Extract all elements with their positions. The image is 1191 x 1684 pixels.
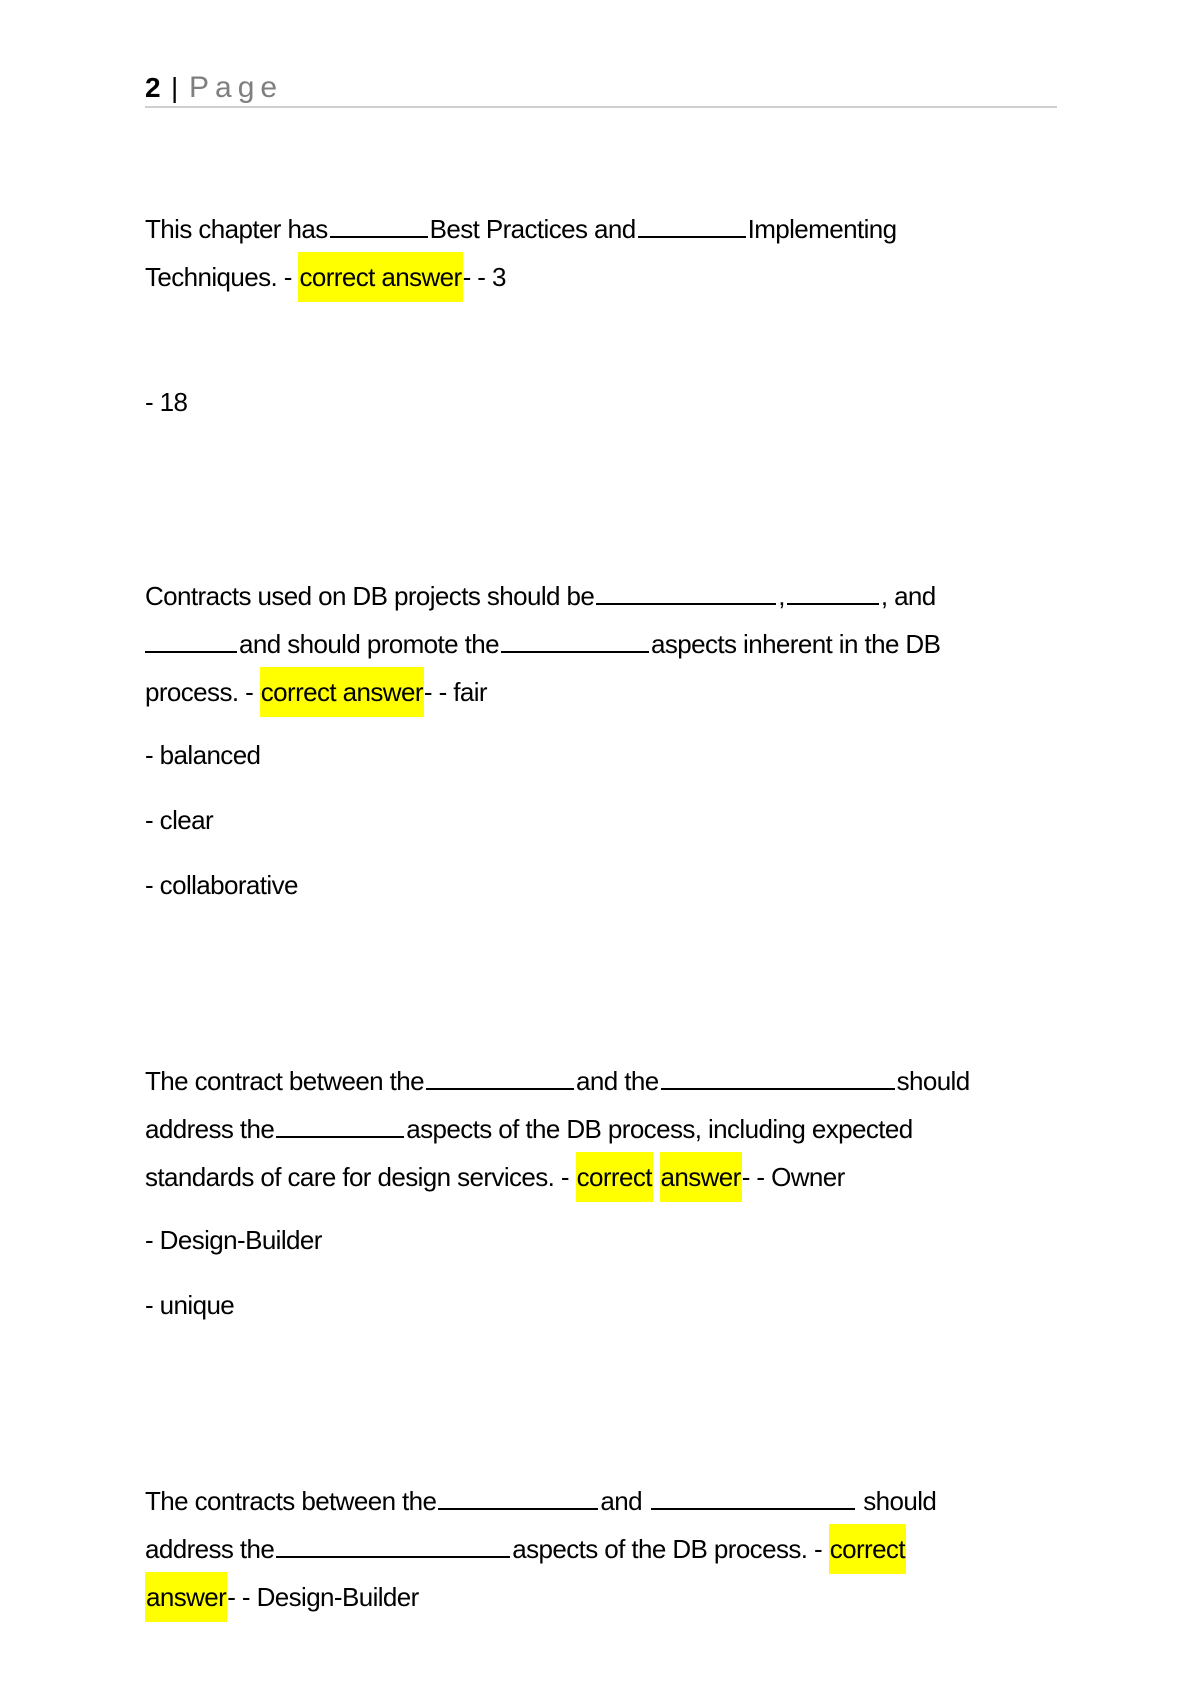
- question-3-line-2: address the aspects of the DB process, including expected: [145, 1114, 913, 1144]
- question-1: [145, 205, 1045, 301]
- blank: [330, 214, 428, 238]
- question-3-line-3: standards of care for design services. - correct answer- - Owner: [145, 1153, 1045, 1201]
- blank: [276, 1114, 404, 1138]
- question-4: [145, 1477, 1045, 1621]
- blank: [787, 581, 879, 605]
- question-2: [145, 572, 1045, 716]
- question-4-line-1: The contracts between the and should: [145, 1486, 937, 1516]
- blank: [651, 1486, 855, 1510]
- page-header: [145, 70, 1057, 108]
- blank: [145, 629, 237, 653]
- answer-item: - clear: [145, 805, 214, 835]
- blank: [438, 1486, 598, 1510]
- question-2-line-2: and should promote the aspects inherent in the DB: [145, 620, 1045, 668]
- blank: [426, 1066, 574, 1090]
- question-2-line-1: Contracts used on DB projects should be , , and: [145, 581, 936, 611]
- blank: [638, 214, 746, 238]
- question-4-line-3: answer- - Design-Builder: [145, 1573, 1045, 1621]
- page-number: 2: [145, 72, 161, 103]
- blank: [501, 629, 649, 653]
- header-separator: |: [171, 72, 179, 103]
- blank: [661, 1066, 895, 1090]
- question-3: [145, 1057, 1045, 1201]
- answer-highlight: correct answer: [298, 252, 462, 302]
- answer-item: - Design-Builder: [145, 1225, 322, 1255]
- blank: [596, 581, 776, 605]
- answer-item: - balanced: [145, 740, 261, 770]
- answer-item: - collaborative: [145, 870, 298, 900]
- question-1-line-2: Techniques. - correct answer- - 3: [145, 253, 1045, 301]
- answer-highlight: correct answer: [260, 667, 424, 717]
- question-3-line-1: The contract between the and the should: [145, 1066, 970, 1096]
- answer-highlight: correct: [829, 1524, 906, 1574]
- answer-item: - unique: [145, 1290, 235, 1320]
- question-4-line-2: address the aspects of the DB process. - correct: [145, 1525, 1045, 1573]
- blank: [276, 1534, 510, 1558]
- answer-highlight: answer: [660, 1152, 742, 1202]
- answer-highlight: correct: [576, 1152, 653, 1202]
- answer-highlight: answer: [145, 1572, 227, 1622]
- question-2-line-3: process. - correct answer- - fair: [145, 668, 1045, 716]
- answer-item: - 18: [145, 387, 188, 417]
- page-label: Page: [189, 71, 284, 104]
- question-1-line-1: This chapter has Best Practices and Implementing: [145, 214, 897, 244]
